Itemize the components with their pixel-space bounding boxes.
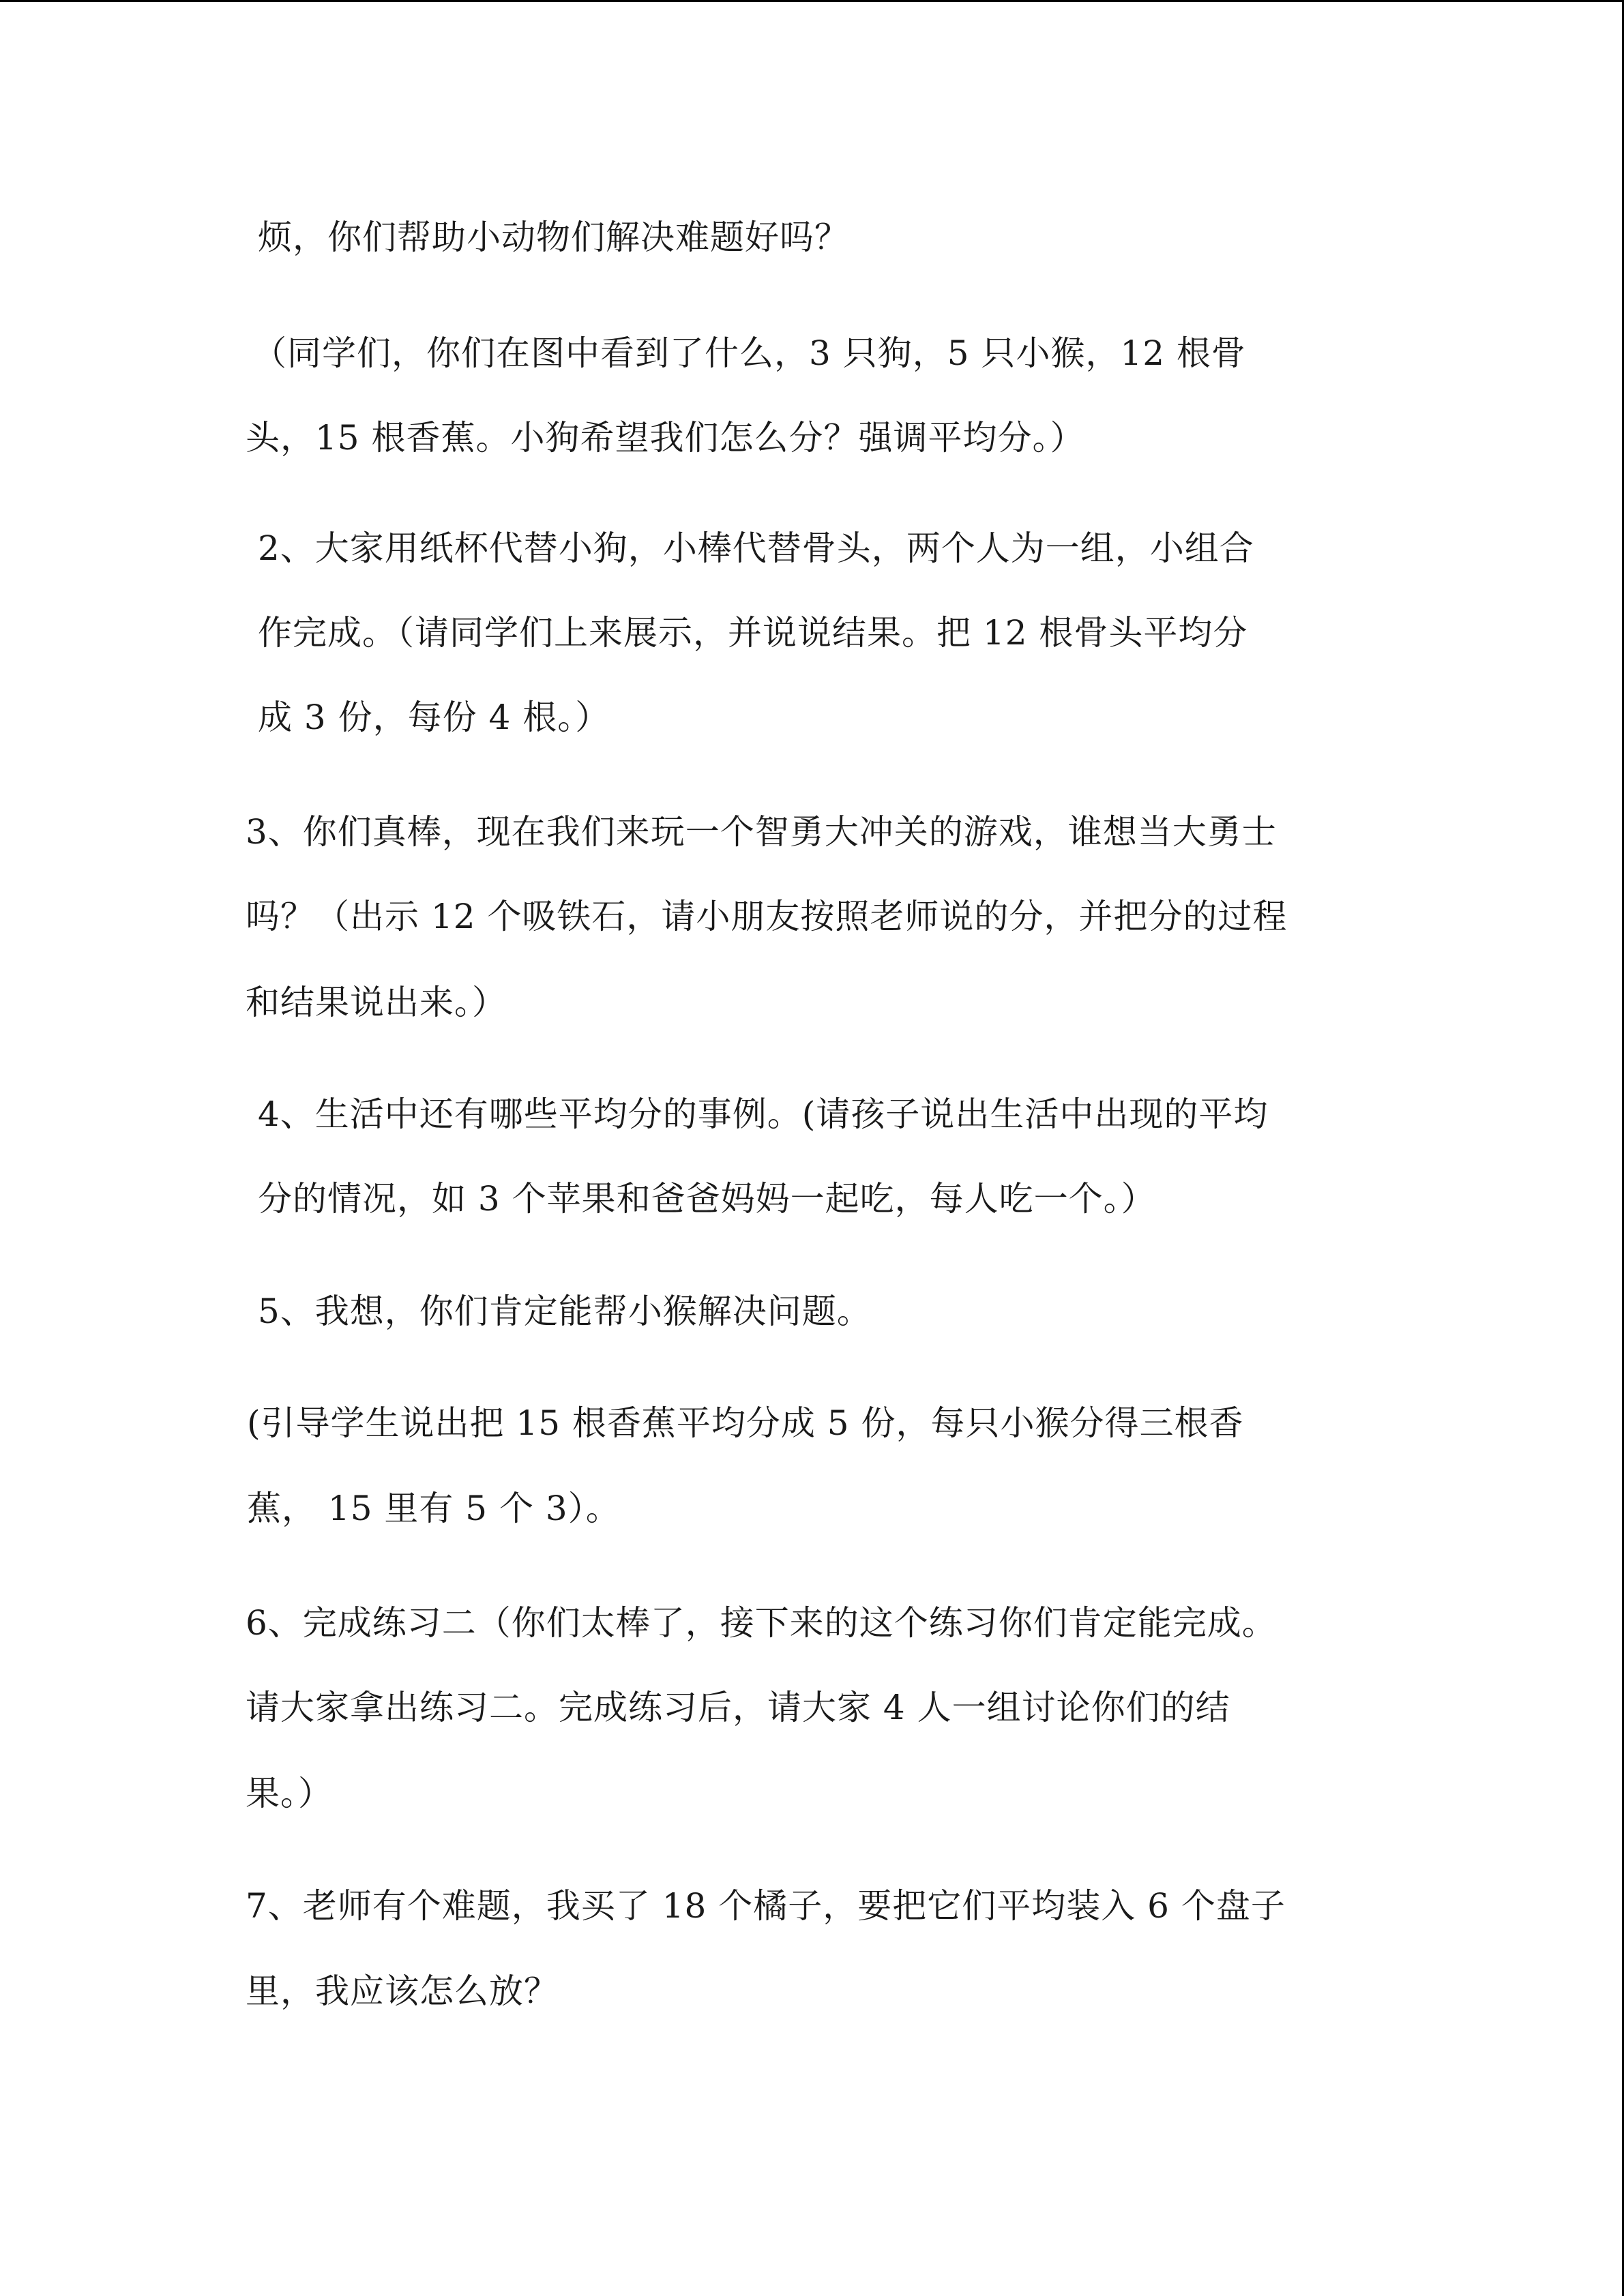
- text-line: 5、我想，你们肯定能帮小猴解决问题。: [258, 1292, 872, 1331]
- text-line: 请大家拿出练习二。完成练习后，请大家 4 人一组讨论你们的结: [246, 1688, 1230, 1727]
- text-line: 和结果说出来。）: [246, 983, 507, 1022]
- text-line: 4、生活中还有哪些平均分的事例。(请孩子说出生活中出现的平均: [258, 1094, 1269, 1134]
- text-line: 3、你们真棒，现在我们来玩一个智勇大冲关的游戏，谁想当大勇士: [246, 812, 1277, 852]
- text-line: 6、完成练习二（你们太棒了，接下来的这个练习你们肯定能完成。: [246, 1603, 1277, 1643]
- text-line: 2、大家用纸杯代替小狗，小棒代替骨头，两个人为一组，小组合: [258, 528, 1254, 568]
- text-line: 果。）: [246, 1774, 333, 1813]
- text-line: （同学们，你们在图中看到了什么，3 只狗，5 只小猴，12 根骨: [252, 333, 1246, 373]
- text-line: 成 3 份，每份 4 根。）: [258, 698, 610, 737]
- text-line: 作完成。（请同学们上来展示，并说说结果。把 12 根骨头平均分: [258, 613, 1248, 653]
- text-line: 头，15 根香蕉。小狗希望我们怎么分？强调平均分。）: [246, 418, 1085, 458]
- text-line: 里，我应该怎么放？: [246, 1971, 559, 2011]
- text-line: 蕉， 15 里有 5 个 3）。: [247, 1489, 621, 1528]
- text-line: (引导学生说出把 15 根香蕉平均分成 5 份，每只小猴分得三根香: [247, 1403, 1244, 1443]
- text-line: 分的情况，如 3 个苹果和爸爸妈妈一起吃，每人吃一个。）: [258, 1179, 1156, 1219]
- text-line: 吗？（出示 12 个吸铁石，请小朋友按照老师说的分，并把分的过程: [246, 897, 1288, 936]
- text-line: 7、老师有个难题，我买了 18 个橘子，要把它们平均装入 6 个盘子: [246, 1886, 1286, 1926]
- text-line: 烦，你们帮助小动物们解决难题好吗？: [258, 218, 849, 257]
